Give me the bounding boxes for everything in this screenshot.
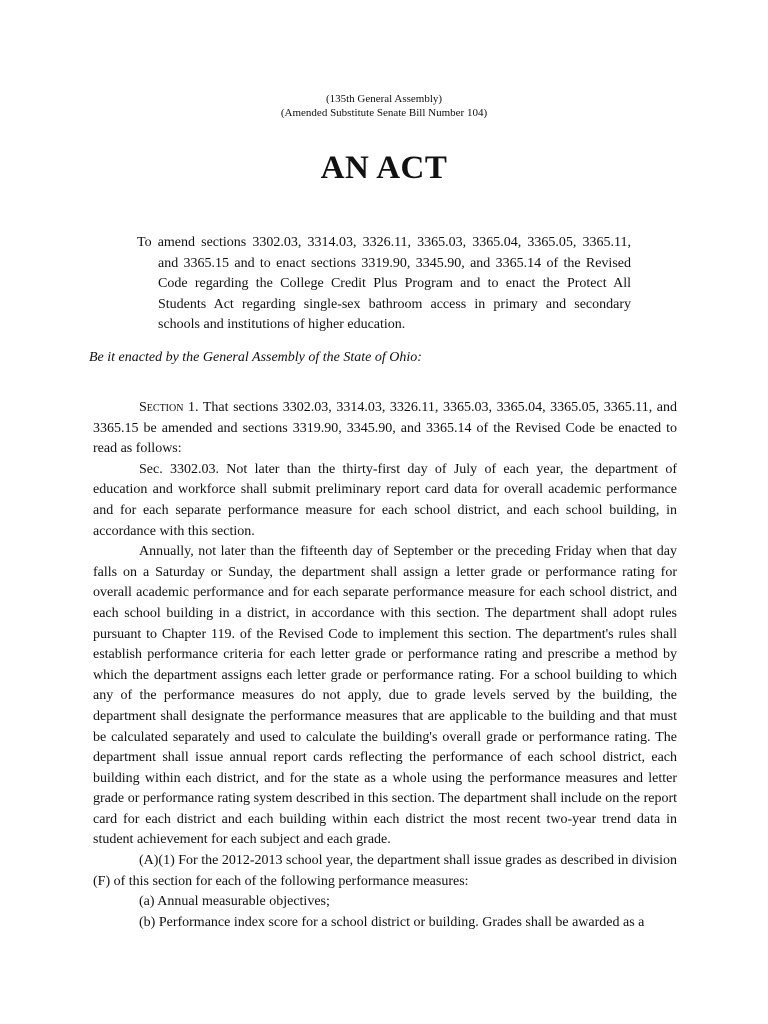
- assembly-header: [0, 92, 768, 120]
- act-body: [93, 398, 677, 933]
- body-paragraph: Annually, not later than the fifteenth day of September or the preceding Friday when that day falls on a Saturday or Sunday, the department shall assign a letter grade or performance rating for overall academic performance and for each separate performance measure for each school district, and each school building in a district, in accordance with this section. The department shall adopt rules pursuant to Chapter 119. of the Revised Code to implement this section. The department's rules shall establish performance criteria for each letter grade or performance rating and prescribe a method by which the department assigns each letter grade or performance rating. For a school building to which any of the performance measures do not apply, due to grade levels served by the building, the department shall designate the performance measures that are applicable to the building and that must be calculated separately and used to calculate the building's overall grade or performance rating. The department shall issue annual report cards reflecting the performance of each school district, each building within each district, and for the state as a whole using the performance measures and letter grade or performance rating system described in this section. The department shall include on the report card for each district and each building within each district the most recent two-year trend data in student achievement for each subject and each grade.: [93, 544, 677, 848]
- bill-number-line: (Amended Substitute Senate Bill Number 104): [280, 107, 488, 119]
- section-label: Section: [139, 400, 184, 415]
- section-1-text: 1. That sections 3302.03, 3314.03, 3326.11, 3365.03, 3365.04, 3365.05, 3365.11, and 3365.15 be amended and sections 3319.90, 3345.90, and 3365.14 of the Revised Code be enacted to read as follows:: [93, 400, 677, 457]
- act-title: AN ACT: [320, 150, 448, 186]
- section-1-paragraph: [93, 398, 677, 460]
- general-assembly-line: (135th General Assembly): [325, 93, 443, 105]
- enacting-clause: Be it enacted by the General Assembly of the State of Ohio:: [89, 350, 422, 365]
- body-paragraph: (A)(1) For the 2012-2013 school year, the department shall issue grades as described in division (F) of this section for each of the following performance measures:: [93, 853, 677, 889]
- body-paragraph: (b) Performance index score for a school district or building. Grades shall be awarded as a: [139, 914, 645, 930]
- act-caption: To amend sections 3302.03, 3314.03, 3326.11, 3365.03, 3365.04, 3365.05, 3365.11, and 3365.15 and to enact sections 3319.90, 3345.90, and 3365.14 of the Revised Code regarding the College Credit Plus Program and to enact the Protect All Students Act regarding single-sex bathroom access in primary and secondary schools and institutions of higher education.: [137, 235, 631, 333]
- body-paragraph: Sec. 3302.03. Not later than the thirty-first day of July of each year, the department of education and workforce shall submit preliminary report card data for overall academic performance and for each separate performance measure for each school district, and each school building, in accordance with this section.: [93, 461, 677, 539]
- body-paragraph: (a) Annual measurable objectives;: [139, 894, 330, 910]
